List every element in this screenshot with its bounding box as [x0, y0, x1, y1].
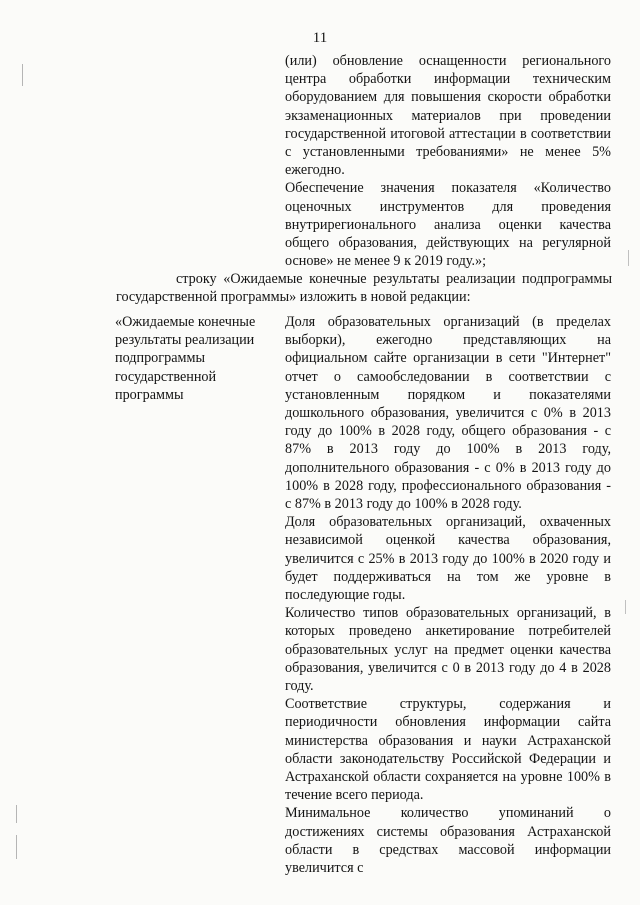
scan-edge-mark [628, 250, 629, 266]
main-paragraph-4: Соответствие структуры, содержания и периодичности обновления информации сайта министерства образования и науки Астраханской области законодательству Российской Федерации и Астраханской области сохраняется на уровне 100% в течение всего периода. [285, 696, 611, 804]
left-column-label: «Ожидаемые конечные результаты реализации подпрограммы государственной программы [115, 314, 256, 403]
scan-edge-mark [625, 600, 626, 614]
scan-edge-mark [22, 64, 23, 86]
main-paragraph-5: Минимальное количество упоминаний о достижениях системы образования Астраханской области в средствах массовой информации увеличится с [285, 805, 611, 877]
main-paragraph-3: Количество типов образовательных организаций, в которых проведено анкетирование потребителей образовательных услуг на предмет оценки качества образования, увеличится с 0 в 2013 году до 4 в 2028 году. [285, 605, 611, 695]
top-paragraph-1: (или) обновление оснащенности регионального центра обработки информации техническим оборудованием для повышения скорости обработки экзаменационных материалов при проведении государственной итоговой аттестации в соответствии с установленными требованиями» не менее 5% ежегодно. [285, 53, 611, 179]
main-paragraph-1: Доля образовательных организаций (в пределах выборки), ежегодно представляющих на официальном сайте организации в сети "Интернет" отчет о самообследовании в соответствии с установленным порядком и показателями дошкольного образования, увеличится с 0% в 2013 году до 100% в 2028 году, общего образования - с 87% в 2013 году до 100% в 2013 году, дополнительного образования - с 0% в 2013 году до 100% в 2028 году, профессионального образования - с 87% в 2013 году до 100% в 2028 году. [285, 314, 611, 513]
main-text-block [285, 313, 611, 877]
intro-paragraph: строку «Ожидаемые конечные результаты реализации подпрограммы государственной программы» изложить в новой редакции: [116, 271, 612, 306]
top-text-block [285, 52, 611, 270]
scan-edge-mark [16, 835, 17, 859]
page-number: 11 [312, 30, 328, 46]
scan-edge-mark [16, 805, 17, 823]
top-paragraph-2: Обеспечение значения показателя «Количество оценочных инструментов для проведения внутрирегионального анализа оценки качества общего образования, действующих на регулярной основе» не менее 9 к 2019 году.»; [285, 180, 611, 270]
main-paragraph-2: Доля образовательных организаций, охваченных независимой оценкой качества образования, увеличится с 25% в 2013 году до 100% в 2020 году и будет поддерживаться на том же уровне в последующие годы. [285, 514, 611, 604]
